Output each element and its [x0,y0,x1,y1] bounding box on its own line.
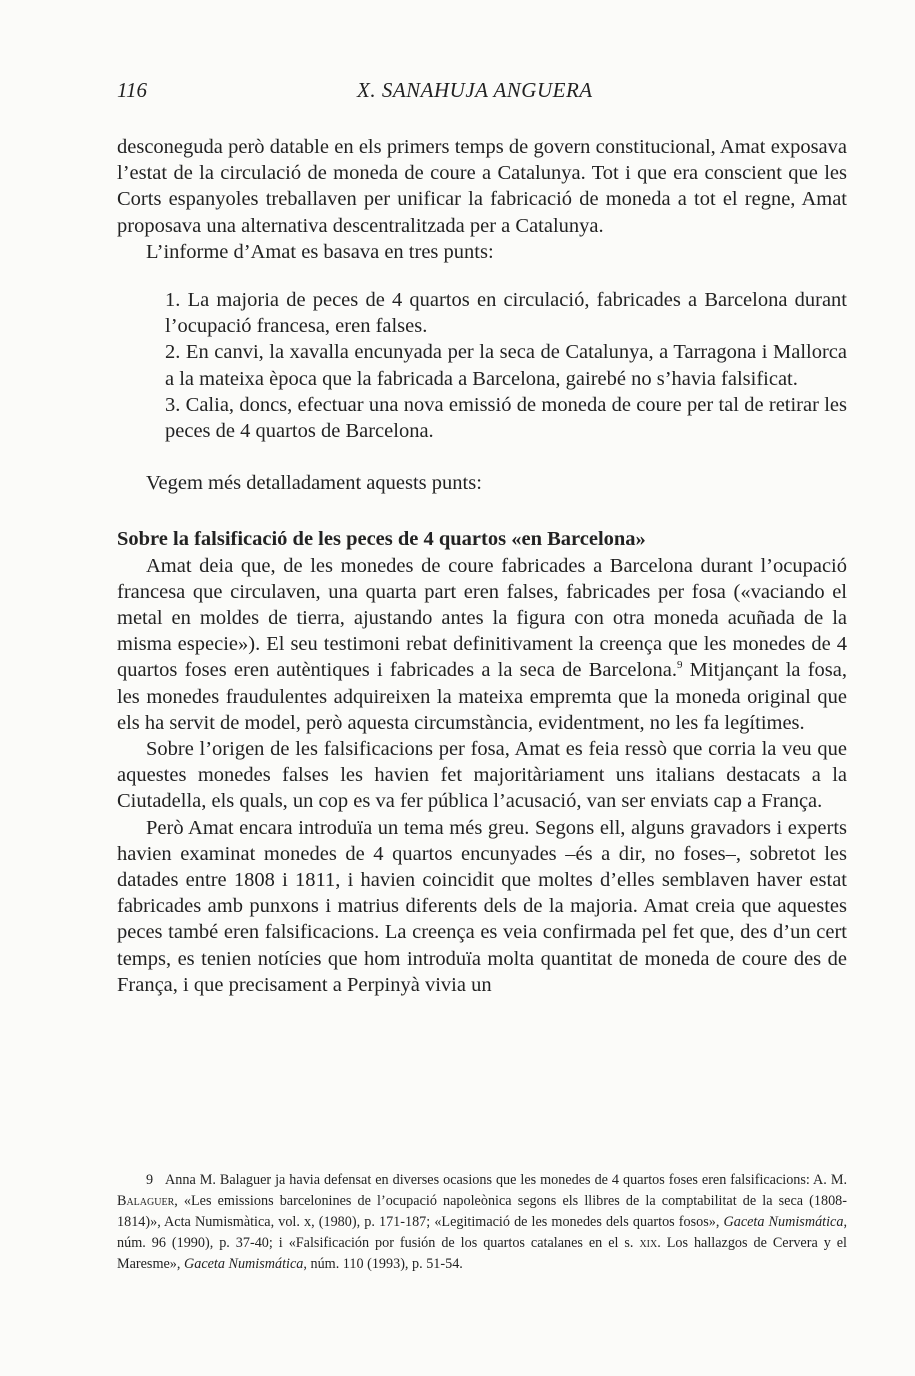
footnote-reference[interactable]: 9 [676,659,683,672]
page-header [117,78,847,108]
list-item [165,287,847,339]
author-name: Balaguer [117,1193,175,1209]
journal-title: Gaceta Numismática [723,1214,844,1230]
transition-paragraph: Vegem més detalladament aquests punts: [146,472,482,495]
section-paragraph [117,553,847,736]
list-item [165,339,847,391]
list-item-number: 3. [165,393,181,416]
section-heading: Sobre la falsificació de les peces de 4 quartos «en Barcelona» [117,528,646,551]
numbered-list [117,287,847,444]
footnote-number: 9 [146,1172,154,1188]
list-item-number: 2. [165,341,181,364]
page-number: 116 [117,78,147,102]
list-item-text: En canvi, la xavalla encunyada per la seca de Catalunya, a Tarragona i Mallorca a la mateixa època que la fabricada a Barcelona, gairebé no s’havia falsificat. [165,341,847,390]
main-text [117,134,847,998]
paragraph-text: Mitjançant la fosa, les monedes fraudulentes adquireixen la mateixa empremta que la moneda original que els ha servit de model, però aquesta circumstància, evidentment, no les fa legítimes. [117,659,847,734]
footnote: 9 Anna M. Balaguer ja havia defensat en diverses ocasions que les monedes de 4 quartos foses eren falsificacions: A. M. Balaguer, «Les emissions barcelonines de l’ocupació napoleònica segons els llibres de la comptabilitat de la seca (1808-1814)», Acta Numismàtica, vol. x, (1980), p. 171-187; «Legitimació de les monedes dels quartos fosos», Gaceta Numismática, núm. 96 (1990), p. 37-40; i «Falsificación por fusión de los quartos catalanes en el s. xix. Los hallazgos de Cervera y el Maresme», Gaceta Numismática, núm. 110 (1993), p. 51-54. [117,1172,847,1272]
footnotes [117,1170,847,1275]
century-numeral: xix [639,1235,658,1251]
list-item [165,392,847,444]
intro-lead-in: L’informe d’Amat es basava en tres punts: [146,240,494,263]
paragraph-text: Amat deia que, de les monedes de coure fabricades a Barcelona durant l’ocupació francesa que circulaven, una quarta part eren falses, fabricades per fosa («vaciando el metal en moldes de tierra, ajustando antes la figura con otra moneda acuñada de la misma especie»). El seu testimoni rebat definitivament la creença que les monedes de 4 quartos foses eren autèntiques i fabricades a la seca de Barcelona. [117,554,847,682]
running-head: X. SANAHUJA ANGUERA [357,78,593,102]
intro-paragraph: desconeguda però datable en els primers temps de govern constitucional, Amat exposava l’estat de la circulació de moneda de coure a Catalunya. Tot i que era conscient que les Corts espanyoles treballaven per unificar la fabricació de moneda a tot el regne, Amat proposava una alternativa descentralitzada per a Catalunya. [117,136,847,237]
list-item-number: 1. [165,289,181,312]
list-item-text: Calia, doncs, efectuar una nova emissió de moneda de coure per tal de retirar les peces de 4 quartos de Barcelona. [165,393,847,443]
section-paragraph: Però Amat encara introduïa un tema més greu. Segons ell, alguns gravadors i experts havien examinat monedes de 4 quartos encunyades –és a dir, no foses–, sobretot les datades entre 1808 i 1811, i havien coincidit que moltes d’elles semblaven haver estat fabricades amb punxons i matrius diferents dels de la majoria. Amat creia que aquestes peces també eren falsificacions. La creença es veia confirmada pel fet que, des d’un cert temps, es tenien notícies que hom introduïa molta quantitat de moneda de coure des de França, i que precisament a Perpinyà vivia un [117,816,847,996]
list-item-text: La majoria de peces de 4 quartos en circulació, fabricades a Barcelona durant l’ocupació francesa, eren falses. [165,289,848,338]
journal-title: Gaceta Numismática [183,1256,304,1272]
section-paragraph: Sobre l’origen de les falsificacions per fosa, Amat es feia ressò que corria la veu que aquestes monedes falses les havien fet majoritàriament uns italians destacats a la Ciutadella, els quals, un cop es va fer pública l’acusació, van ser enviats cap a França. [117,738,847,813]
